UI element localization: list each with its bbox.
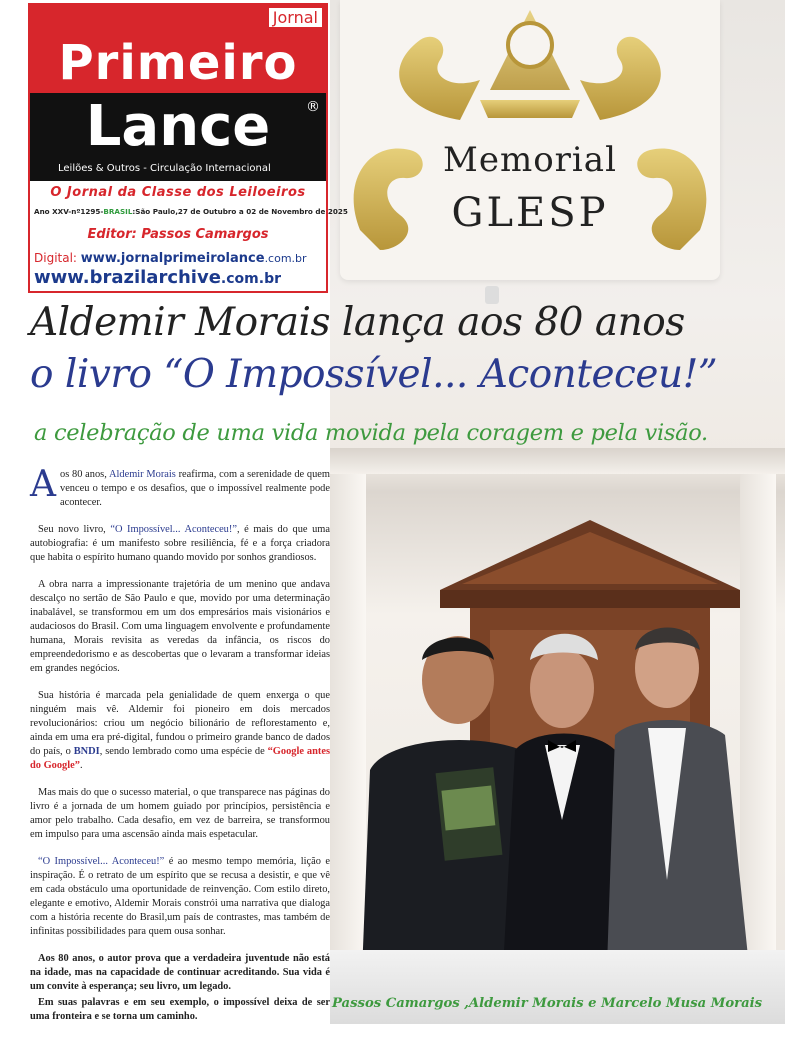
memorial-sign xyxy=(340,0,720,280)
paragraph-1: Aos 80 anos, Aldemir Morais reafirma, com a serenidade de quem venceu o tempo e os desafios, que o impossível realmente pode acontecer. xyxy=(30,464,330,508)
sign-memorial-text: Memorial xyxy=(443,140,617,180)
headline-line1: Aldemir Morais lança aos 80 anos xyxy=(30,300,685,345)
paragraph-3: A obra narra a impressionante trajetória de um menino que andava descalço no sertão de São Paulo e que, movido por uma determinação inabalável, se transformou em um dos empresários mais visionários e audaciosos do Brasil. Com uma linguagem envolvente e profundamente humana, Morais revisita as veredas da infância, os riscos do empreendedorismo e as descobertas que o levaram a transformar ideias em grandes negócios. xyxy=(30,579,330,674)
photo-caption: Passos Camargos ,Aldemir Morais e Marcelo Musa Morais xyxy=(332,996,763,1011)
paragraph-8: Em suas palavras e em seu exemplo, o impossível deixa de ser uma fronteira e se torna um caminho. xyxy=(30,997,330,1022)
site-url: www.brazilarchive.com.br xyxy=(34,267,281,288)
article-body xyxy=(30,464,330,1037)
paragraph-5: Mas mais do que o sucesso material, o que transparece nas páginas do livro é a jornada de um homem guiado por princípios, persistência e amor pelo trabalho. Cada desafio, em vez de barreira, se transformou em impulso para uma ascensão ainda mais espetacular. xyxy=(30,787,330,840)
editor-credit: Editor: Passos Camargos xyxy=(87,227,269,242)
masthead-subtitle: Leilões & Outros - Circulação Internacional xyxy=(58,163,271,174)
masthead-lance: Lance xyxy=(85,94,271,159)
issue-info: Ano XXV-nº1295-BRASIL:São Paulo,27 de Outubro a 02 de Novembro de 2025 xyxy=(34,207,348,216)
masthead-tagline: O Jornal da Classe dos Leiloeiros xyxy=(50,185,306,200)
digital-url: Digital: www.jornalprimeirolance.com.br xyxy=(34,251,307,266)
newspaper-masthead xyxy=(28,3,348,293)
paragraph-6: “O Impossível... Aconteceu!” é ao mesmo tempo memória, lição e inspiração. É o retrato de um espírito que se recusa a desistir, e que vê em cada obstáculo uma oportunidade de reinvenção. Com estilo direto, elegante e emotivo, Aldemir Morais constrói uma narrativa que dialoga com a história recente do Brasil,um país de contrastes, mas também de infinitas possibilidades para quem ousa sonhar. xyxy=(30,856,330,937)
paragraph-7: Aos 80 anos, o autor prova que a verdadeira juventude não está na idade, mas na capacidade de continuar acreditando. Sua vida é um convite à esperança; seu livro, um legado. xyxy=(30,953,330,992)
table xyxy=(330,950,785,1024)
drop-cap: A xyxy=(30,464,56,505)
headline-line2: o livro “O Impossível... Aconteceu!” xyxy=(30,352,718,397)
masthead-primeiro: Primeiro xyxy=(58,35,298,91)
registered-mark: ® xyxy=(306,99,320,115)
headline-subline: a celebração de uma vida movida pela coragem e pela visão. xyxy=(34,420,708,446)
paragraph-4: Sua história é marcada pela genialidade de quem enxerga o que ninguém mais vê. Aldemir foi pioneiro em dois mercados revolucionários: criou um negócio bilionário de reflorestamento e, ainda em uma era pré-digital, fundou o primeiro grande banco de dados do país, o BNDI, sendo lembrado como uma espécie de “Google antes do Google”. xyxy=(30,690,330,771)
wall-cornice xyxy=(330,448,785,474)
paragraph-2: Seu novo livro, “O Impossível... Aconteceu!”, é mais do que uma autobiografia: é um manifesto sobre resiliência, fé e a força criadora que habita o espírito humano quando movido por sonhos grandiosos. xyxy=(30,524,330,563)
sign-glesp-text: GLESP xyxy=(451,190,609,236)
event-photo xyxy=(330,0,785,1024)
masthead-jornal: Jornal xyxy=(269,8,322,27)
